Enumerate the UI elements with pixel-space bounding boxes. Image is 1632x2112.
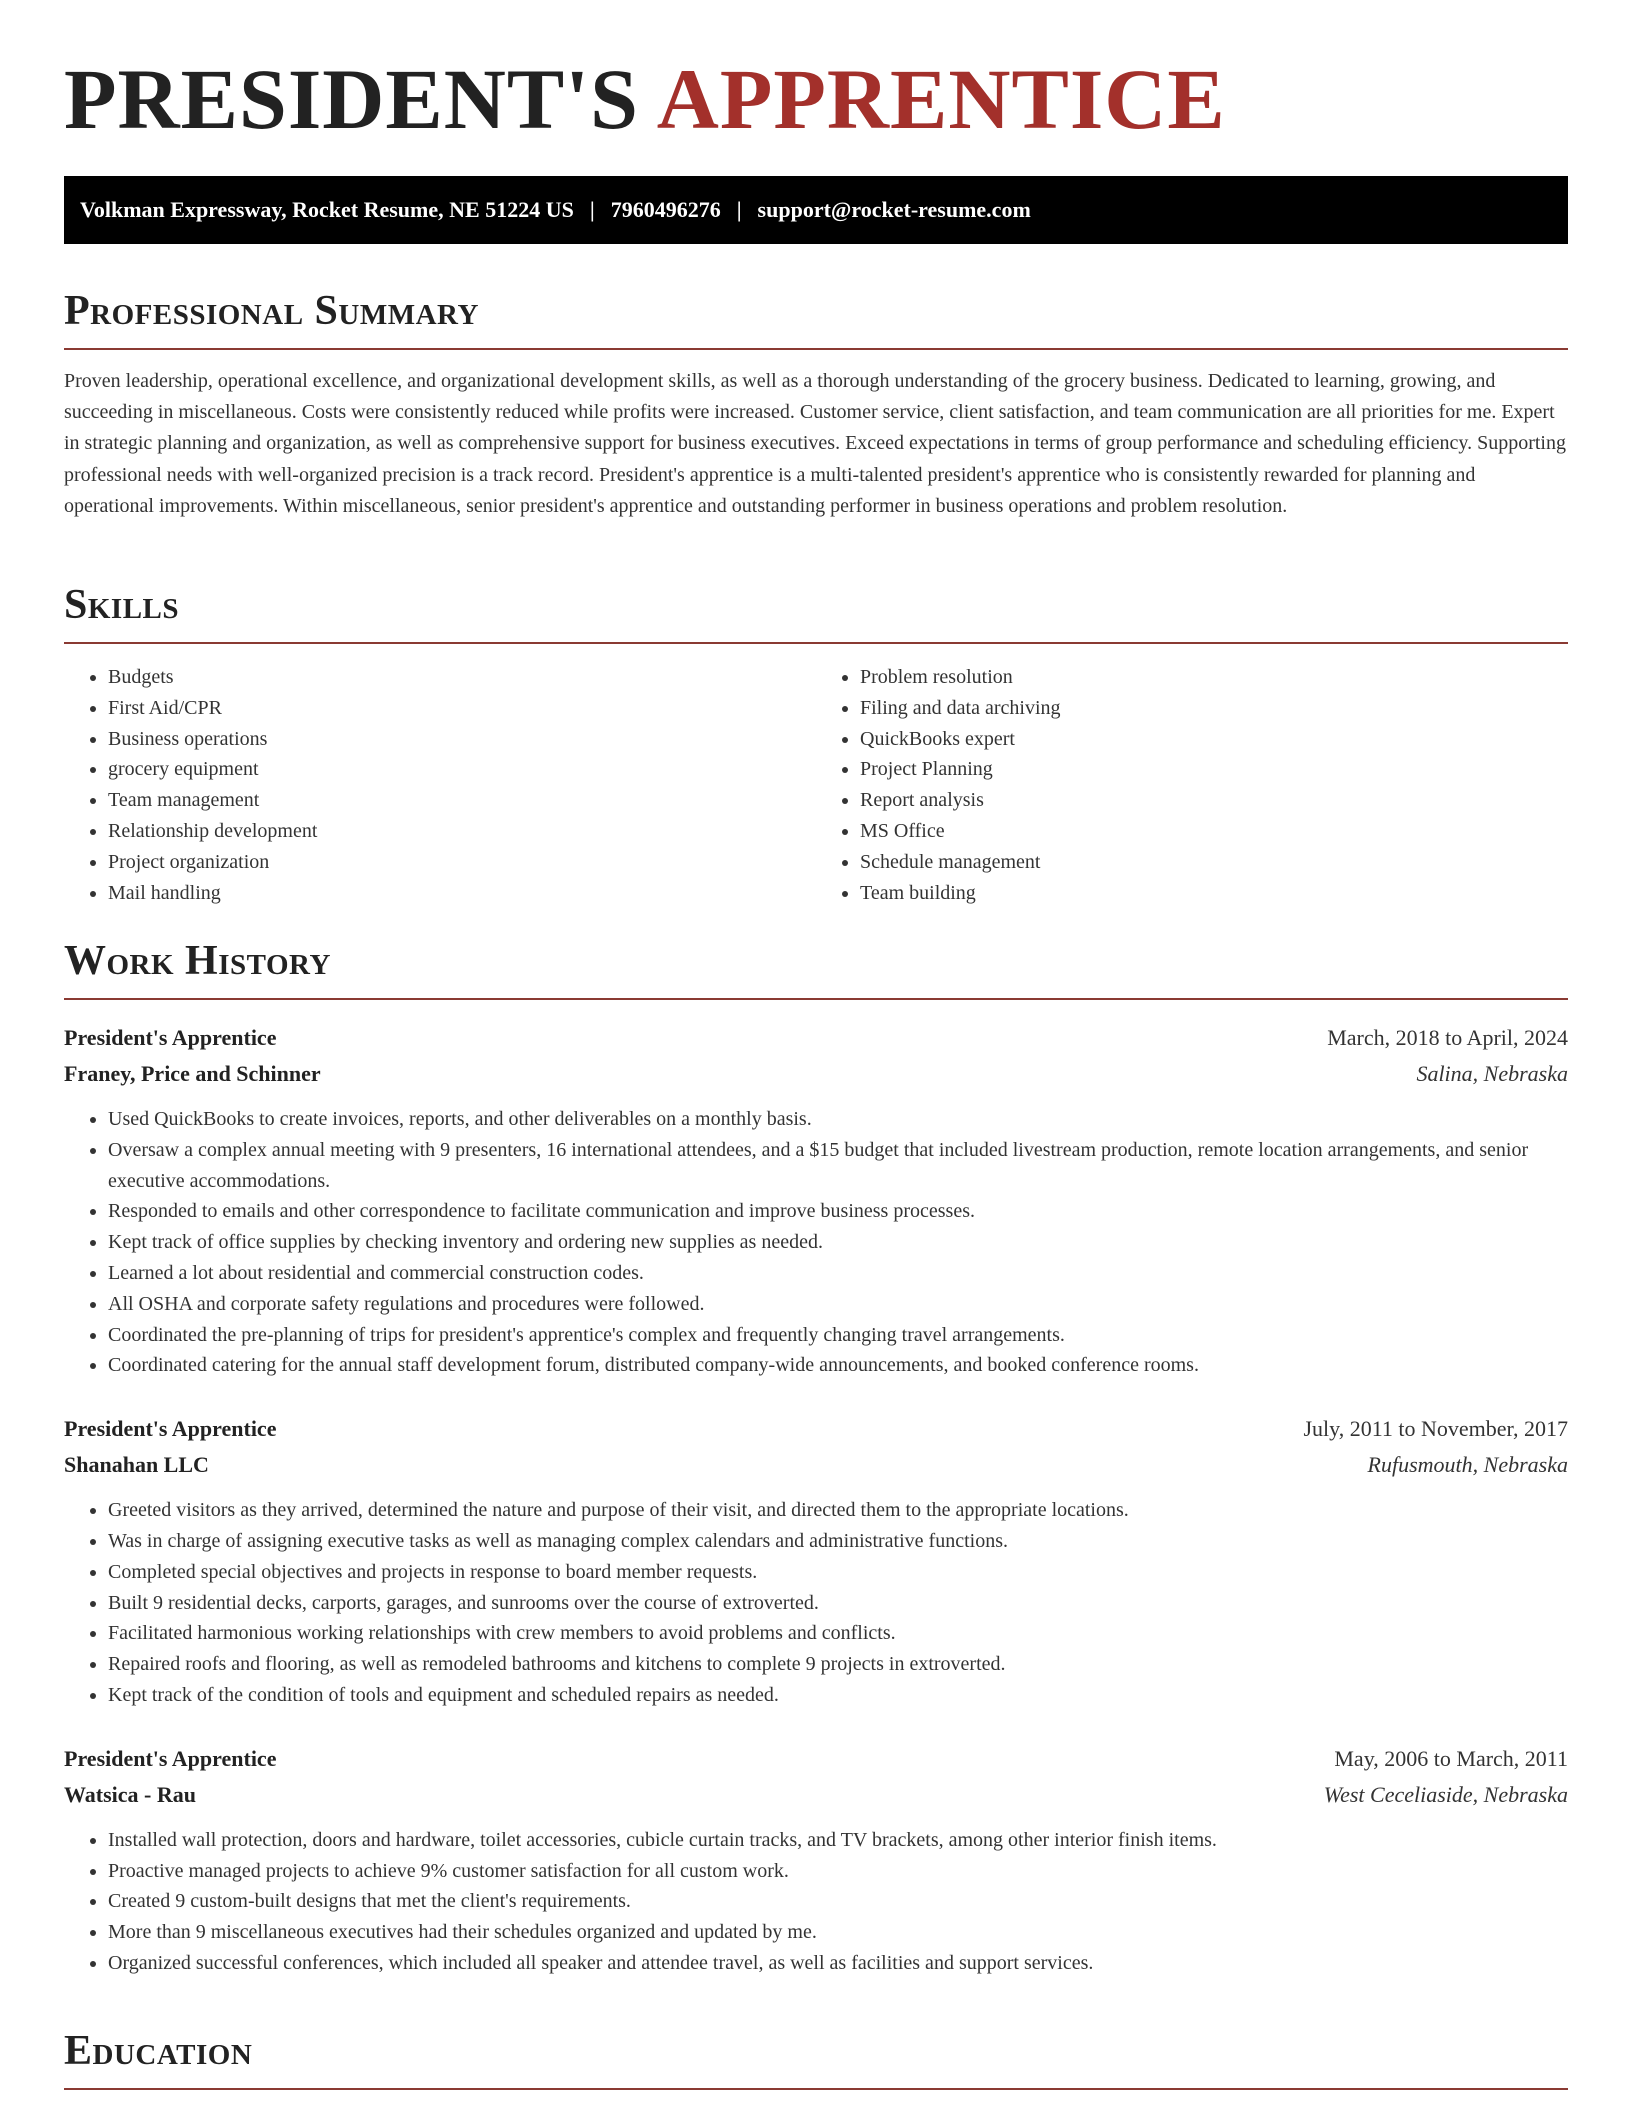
- skill-item: • QuickBooks expert: [860, 724, 1568, 755]
- job-bullet: • Learned a lot about residential and commercial construction codes.: [108, 1258, 1568, 1289]
- work-history-section: [64, 940, 1568, 1979]
- skill-item: • MS Office: [860, 816, 1568, 847]
- section-title-skills: Skills: [64, 582, 180, 628]
- job-dates: July, 2011 to November, 2017: [1303, 1416, 1568, 1442]
- skill-item: • Relationship development: [108, 816, 816, 847]
- job-bullet: • Created 9 custom-built designs that met the client's requirements.: [108, 1886, 1568, 1917]
- skills-list-right: [816, 662, 1568, 908]
- job-bullet: • Kept track of the condition of tools and equipment and scheduled repairs as needed.: [108, 1680, 1568, 1711]
- candidate-name: [64, 51, 1226, 147]
- job-location: Salina, Nebraska: [1416, 1061, 1568, 1086]
- skill-item: • grocery equipment: [108, 754, 816, 785]
- section-title-summary: Professional Summary: [64, 288, 479, 334]
- job-company-row: [64, 1447, 1568, 1483]
- job-bullet: • Was in charge of assigning executive tasks as well as managing complex calendars and administrative functions.: [108, 1526, 1568, 1557]
- job-bullet: • Coordinated catering for the annual staff development forum, distributed company-wide announcements, and booked conference rooms.: [108, 1350, 1568, 1381]
- skill-item: • Project organization: [108, 847, 816, 878]
- job-bullet: • More than 9 miscellaneous executives had their schedules organized and updated by me.: [108, 1917, 1568, 1948]
- contact-phone[interactable]: 7960496276: [610, 197, 721, 222]
- summary-text: Proven leadership, operational excellence, and organizational development skills, as well as a thorough understanding of the grocery business. Dedicated to learning, growing, and succeeding in miscellaneous. Costs were consistently reduced while profits were increased. Customer service, client satisfaction, and team communication are all priorities for me. Expert in strategic planning and organization, as well as comprehensive support for business executives. Exceed expectations in terms of group performance and scheduling efficiency. Supporting professional needs with well-organized precision is a track record. President's apprentice is a multi-talented president's apprentice who is consistently rewarded for planning and operational improvements. Within miscellaneous, senior president's apprentice and outstanding performer in business operations and problem resolution.: [64, 370, 1566, 517]
- job-bullets: [64, 1825, 1568, 1979]
- skill-item: • Project Planning: [860, 754, 1568, 785]
- professional-summary-section: [64, 290, 1568, 522]
- section-divider: [64, 998, 1568, 1000]
- job-company: Watsica - Rau: [64, 1781, 196, 1807]
- job-location: West Ceceliaside, Nebraska: [1323, 1781, 1568, 1807]
- job-dates: March, 2018 to April, 2024: [1327, 1025, 1568, 1050]
- job-dates: May, 2006 to March, 2011: [1334, 1745, 1568, 1771]
- job-entry: [64, 1741, 1568, 1979]
- job-bullet: • Organized successful conferences, which included all speaker and attendee travel, as well as facilities and support services.: [108, 1948, 1568, 1979]
- skill-item: • Business operations: [108, 724, 816, 755]
- job-company-row: [64, 1056, 1568, 1092]
- job-bullet: • Oversaw a complex annual meeting with 9 presenters, 16 international attendees, and a $15 budget that included livestream production, remote location arrangements, and senior executive accommodations.: [108, 1135, 1568, 1197]
- section-divider: [64, 2088, 1568, 2090]
- job-bullet: • All OSHA and corporate safety regulations and procedures were followed.: [108, 1289, 1568, 1320]
- job-entry: [64, 1020, 1568, 1381]
- name-part-accent: APPRENTICE: [656, 51, 1226, 147]
- job-company: Shanahan LLC: [64, 1452, 209, 1478]
- skill-item: • Budgets: [108, 662, 816, 693]
- contact-email[interactable]: support@rocket-resume.com: [757, 197, 1031, 222]
- contact-separator: |: [589, 197, 595, 222]
- section-divider: [64, 642, 1568, 644]
- section-title-work-history: Work History: [64, 938, 331, 984]
- skill-item: • Report analysis: [860, 785, 1568, 816]
- skill-item: • Filing and data archiving: [860, 693, 1568, 724]
- job-header-row: [64, 1411, 1568, 1447]
- job-bullet: • Proactive managed projects to achieve 9% customer satisfaction for all custom work.: [108, 1856, 1568, 1887]
- job-header-row: [64, 1741, 1568, 1777]
- job-bullet: • Kept track of office supplies by checking inventory and ordering new supplies as needed.: [108, 1227, 1568, 1258]
- job-bullet: • Coordinated the pre-planning of trips for president's apprentice's complex and frequently changing travel arrangements.: [108, 1320, 1568, 1351]
- job-company: Franey, Price and Schinner: [64, 1061, 321, 1086]
- job-location: Rufusmouth, Nebraska: [1367, 1452, 1568, 1478]
- skill-item: • Team building: [860, 878, 1568, 909]
- job-company-row: [64, 1777, 1568, 1813]
- section-divider: [64, 348, 1568, 350]
- education-section: [64, 2030, 1568, 2090]
- job-bullet: • Repaired roofs and flooring, as well as remodeled bathrooms and kitchens to complete 9 projects in extroverted.: [108, 1649, 1568, 1680]
- job-bullet: • Completed special objectives and projects in response to board member requests.: [108, 1557, 1568, 1588]
- job-bullets: [64, 1104, 1568, 1381]
- job-bullets: [64, 1495, 1568, 1711]
- job-bullet: • Facilitated harmonious working relationships with crew members to avoid problems and conflicts.: [108, 1618, 1568, 1649]
- job-bullet: • Greeted visitors as they arrived, determined the nature and purpose of their visit, and directed them to the appropriate locations.: [108, 1495, 1568, 1526]
- skills-list-left: [64, 662, 816, 908]
- job-bullet: • Installed wall protection, doors and hardware, toilet accessories, cubicle curtain tracks, and TV brackets, among other interior finish items.: [108, 1825, 1568, 1856]
- skill-item: • Team management: [108, 785, 816, 816]
- skills-section: [64, 584, 1568, 908]
- contact-separator: |: [736, 197, 742, 222]
- name-part-dark: PRESIDENT'S: [64, 51, 639, 147]
- job-bullet: • Responded to emails and other correspondence to facilitate communication and improve business processes.: [108, 1196, 1568, 1227]
- job-title: President's Apprentice: [64, 1416, 277, 1442]
- job-entry: [64, 1411, 1568, 1711]
- section-title-education: Education: [64, 2028, 253, 2074]
- skill-item: • Problem resolution: [860, 662, 1568, 693]
- contact-bar: [64, 176, 1568, 244]
- job-header-row: [64, 1020, 1568, 1056]
- skill-item: • Mail handling: [108, 878, 816, 909]
- job-title: President's Apprentice: [64, 1025, 277, 1050]
- job-bullet: • Used QuickBooks to create invoices, reports, and other deliverables on a monthly basis.: [108, 1104, 1568, 1135]
- skill-item: • Schedule management: [860, 847, 1568, 878]
- skills-columns: [64, 662, 1568, 908]
- job-bullet: • Built 9 residential decks, carports, garages, and sunrooms over the course of extroverted.: [108, 1588, 1568, 1619]
- skill-item: • First Aid/CPR: [108, 693, 816, 724]
- job-title: President's Apprentice: [64, 1745, 277, 1771]
- contact-address: Volkman Expressway, Rocket Resume, NE 51224 US: [80, 197, 574, 222]
